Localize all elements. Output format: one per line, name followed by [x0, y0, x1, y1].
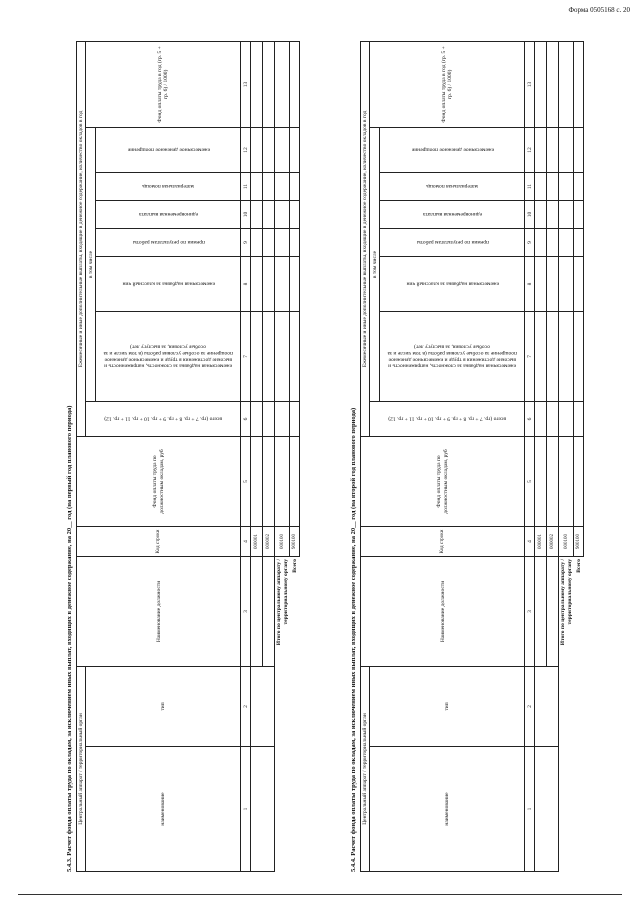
data-cell[interactable]: [574, 200, 584, 228]
num-cell: 11: [525, 172, 535, 200]
position-cell[interactable]: [263, 556, 275, 666]
data-cell[interactable]: [290, 200, 300, 228]
data-cell[interactable]: [290, 256, 300, 311]
data-cell[interactable]: [559, 256, 574, 311]
total-central-row: [275, 41, 290, 871]
fot-header: Фонд оплаты труда в год (гр. 5 + гр. 6) / 1000): [86, 41, 241, 127]
name-header: наименование: [86, 747, 241, 872]
data-cell[interactable]: [559, 436, 574, 526]
position-header: Наименование должности: [361, 556, 525, 666]
data-cell[interactable]: [559, 200, 574, 228]
data-cell[interactable]: [251, 256, 263, 311]
data-cell[interactable]: [535, 401, 547, 436]
num-cell: 8: [241, 256, 251, 311]
num-cell: 5: [525, 436, 535, 526]
data-cell[interactable]: [263, 200, 275, 228]
col11-header: материальная помощь: [380, 172, 525, 200]
data-cell[interactable]: [574, 172, 584, 200]
num-cell: 1: [525, 747, 535, 872]
num-cell: 13: [241, 41, 251, 127]
in-total-header: в том числе: [370, 127, 380, 401]
data-cell[interactable]: [547, 172, 559, 200]
data-cell[interactable]: [275, 228, 290, 256]
row-code: 000001: [251, 526, 263, 556]
num-cell: 12: [525, 127, 535, 172]
num-cell: 6: [241, 401, 251, 436]
total-code: 000100: [559, 526, 574, 556]
data-cell[interactable]: [251, 200, 263, 228]
data-cell[interactable]: [290, 41, 300, 127]
col7-header: ежемесячная надбавка за сложность, напряженность и высокие достижения в труде и ежемесячное денежное поощрение за особые условия работы (в том числе и за особые условия, за выслугу лет): [96, 311, 241, 401]
fot-header: Фонд оплаты труда в год (гр. 5 + гр. 6) / 1000): [370, 41, 525, 127]
num-cell: 8: [525, 256, 535, 311]
name-cell[interactable]: [251, 747, 275, 872]
other-group-header: Ежемесячные и иные дополнительные выплаты, входящие в денежное содержание, количество окладов в год: [361, 41, 370, 436]
data-cell[interactable]: [263, 127, 275, 172]
data-cell[interactable]: [251, 127, 263, 172]
blank-cell: [275, 666, 290, 871]
data-cell[interactable]: [275, 256, 290, 311]
data-cell[interactable]: [574, 228, 584, 256]
data-cell[interactable]: [559, 127, 574, 172]
col12-header: ежемесячное денежное поощрение: [96, 127, 241, 172]
col9-header: премии по результатам работы: [380, 228, 525, 256]
num-cell: 4: [525, 526, 535, 556]
data-cell[interactable]: [547, 401, 559, 436]
data-cell[interactable]: [535, 436, 547, 526]
in-total-header: в том числе: [86, 127, 96, 401]
col8-header: ежемесячная надбавка за классный чин: [96, 256, 241, 311]
data-cell[interactable]: [275, 200, 290, 228]
table-row: [251, 41, 263, 871]
type-header: тип: [370, 666, 525, 746]
data-cell[interactable]: [251, 172, 263, 200]
data-cell[interactable]: [574, 127, 584, 172]
num-cell: 2: [241, 666, 251, 746]
section-caption: 5.4.3. Расчет фонда оплаты труда по окладам, за исключением иных выплат, входящих в денежное содержание, на 20__ год (на первый год планового периода): [66, 405, 73, 872]
blank-cell: [290, 666, 300, 871]
col12-header: ежемесячное денежное поощрение: [380, 127, 525, 172]
total-all-row: [290, 41, 300, 871]
data-cell[interactable]: [275, 41, 290, 127]
total-code: 900100: [290, 526, 300, 556]
num-cell: 13: [525, 41, 535, 127]
blank-cell: [574, 666, 584, 871]
total-all-label: Всего: [575, 558, 582, 573]
data-cell[interactable]: [263, 401, 275, 436]
total-header: всего (гр. 7 + гр. 8 + гр. 9 + гр. 10 + гр. 11 + гр. 12): [86, 401, 241, 436]
fund-header: Фонд оплаты труда по должностным окладам, руб: [77, 436, 241, 526]
data-cell[interactable]: [275, 127, 290, 172]
col9-header: премии по результатам работы: [96, 228, 241, 256]
total-central-row: [559, 41, 574, 871]
section-caption: 5.4.4. Расчет фонда оплаты труда по окладам, за исключением иных выплат, входящих в денежное содержание, на 20__ год (на второй год планового периода): [350, 407, 357, 872]
data-cell[interactable]: [535, 127, 547, 172]
column-numbers: [525, 41, 535, 871]
data-cell[interactable]: [263, 311, 275, 401]
data-cell[interactable]: [559, 311, 574, 401]
data-cell[interactable]: [275, 311, 290, 401]
num-cell: 6: [525, 401, 535, 436]
data-cell[interactable]: [290, 311, 300, 401]
data-cell[interactable]: [535, 172, 547, 200]
num-cell: 3: [241, 556, 251, 666]
col10-header: единовременная выплата: [380, 200, 525, 228]
page-bottom-rule: [18, 894, 622, 895]
data-cell[interactable]: [290, 436, 300, 526]
total-all-row: [574, 41, 584, 871]
data-cell[interactable]: [547, 256, 559, 311]
data-cell[interactable]: [290, 172, 300, 200]
data-cell[interactable]: [251, 311, 263, 401]
num-cell: 9: [241, 228, 251, 256]
col8-header: ежемесячная надбавка за классный чин: [380, 256, 525, 311]
fund-header: Фонд оплаты труда по должностным окладам, руб: [361, 436, 525, 526]
data-cell[interactable]: [290, 127, 300, 172]
data-cell[interactable]: [547, 311, 559, 401]
data-cell[interactable]: [535, 311, 547, 401]
num-cell: 1: [241, 747, 251, 872]
name-cell[interactable]: [535, 747, 559, 872]
rotated-content: [60, 18, 620, 878]
data-cell[interactable]: [547, 228, 559, 256]
data-cell[interactable]: [251, 228, 263, 256]
data-cell[interactable]: [574, 436, 584, 526]
data-cell[interactable]: [251, 41, 263, 127]
data-cell[interactable]: [574, 401, 584, 436]
code-header: Код строки: [77, 526, 241, 556]
row-code: 000001: [535, 526, 547, 556]
position-cell[interactable]: [535, 556, 547, 666]
data-cell[interactable]: [574, 41, 584, 127]
fund-table: [360, 41, 584, 872]
num-cell: 7: [241, 311, 251, 401]
data-cell[interactable]: [559, 228, 574, 256]
data-cell[interactable]: [535, 228, 547, 256]
org-header: Центральный аппарат / территориальный орган: [77, 666, 86, 871]
data-cell[interactable]: [574, 256, 584, 311]
data-cell[interactable]: [251, 401, 263, 436]
col10-header: единовременная выплата: [96, 200, 241, 228]
data-cell[interactable]: [547, 436, 559, 526]
total-code: 000100: [275, 526, 290, 556]
total-central-label: Итого по центральному аппарату / территориальному органу: [276, 558, 289, 646]
name-header: наименование: [370, 747, 525, 872]
data-cell[interactable]: [547, 127, 559, 172]
data-cell[interactable]: [535, 41, 547, 127]
table-row: [535, 41, 547, 871]
col7-header: ежемесячная надбавка за сложность, напряженность и высокие достижения в труде и ежемесячное денежное поощрение за особые условия работы (в том числе и за особые условия, за выслугу лет): [380, 311, 525, 401]
total-central-label: Итого по центральному аппарату / территориальному органу: [560, 558, 573, 646]
num-cell: 11: [241, 172, 251, 200]
type-cell[interactable]: [251, 666, 275, 746]
code-header: Код строки: [361, 526, 525, 556]
blank-cell: [559, 666, 574, 871]
data-cell[interactable]: [535, 256, 547, 311]
data-cell[interactable]: [263, 436, 275, 526]
data-cell[interactable]: [275, 436, 290, 526]
total-header: всего (гр. 7 + гр. 8 + гр. 9 + гр. 10 + гр. 11 + гр. 12): [370, 401, 525, 436]
data-cell[interactable]: [263, 256, 275, 311]
position-header: Наименование должности: [77, 556, 241, 666]
data-cell[interactable]: [290, 228, 300, 256]
data-cell[interactable]: [290, 401, 300, 436]
data-cell[interactable]: [275, 172, 290, 200]
fund-table: [76, 41, 300, 872]
data-cell[interactable]: [535, 200, 547, 228]
data-cell[interactable]: [559, 41, 574, 127]
num-cell: 9: [525, 228, 535, 256]
type-cell[interactable]: [535, 666, 559, 746]
data-cell[interactable]: [263, 228, 275, 256]
num-cell: 3: [525, 556, 535, 666]
data-cell[interactable]: [559, 401, 574, 436]
other-group-header: Ежемесячные и иные дополнительные выплаты, входящие в денежное содержание, количество окладов в год: [77, 41, 86, 436]
data-cell[interactable]: [559, 172, 574, 200]
col11-header: материальная помощь: [96, 172, 241, 200]
data-cell[interactable]: [263, 41, 275, 127]
data-cell[interactable]: [275, 401, 290, 436]
num-cell: 2: [525, 666, 535, 746]
data-cell[interactable]: [251, 436, 263, 526]
num-cell: 4: [241, 526, 251, 556]
data-cell[interactable]: [547, 41, 559, 127]
total-code: 900100: [574, 526, 584, 556]
page-number: Форма 0505168 с. 20: [568, 6, 630, 14]
data-cell[interactable]: [547, 200, 559, 228]
data-cell[interactable]: [574, 311, 584, 401]
column-numbers: [241, 41, 251, 871]
num-cell: 10: [525, 200, 535, 228]
num-cell: 12: [241, 127, 251, 172]
org-header: Центральный аппарат / территориальный орган: [361, 666, 370, 871]
row-code: 000002: [263, 526, 275, 556]
row-code: 000002: [547, 526, 559, 556]
data-cell[interactable]: [263, 172, 275, 200]
num-cell: 7: [525, 311, 535, 401]
type-header: тип: [86, 666, 241, 746]
num-cell: 5: [241, 436, 251, 526]
num-cell: 10: [241, 200, 251, 228]
total-all-label: Всего: [291, 558, 298, 573]
position-cell[interactable]: [547, 556, 559, 666]
position-cell[interactable]: [251, 556, 263, 666]
